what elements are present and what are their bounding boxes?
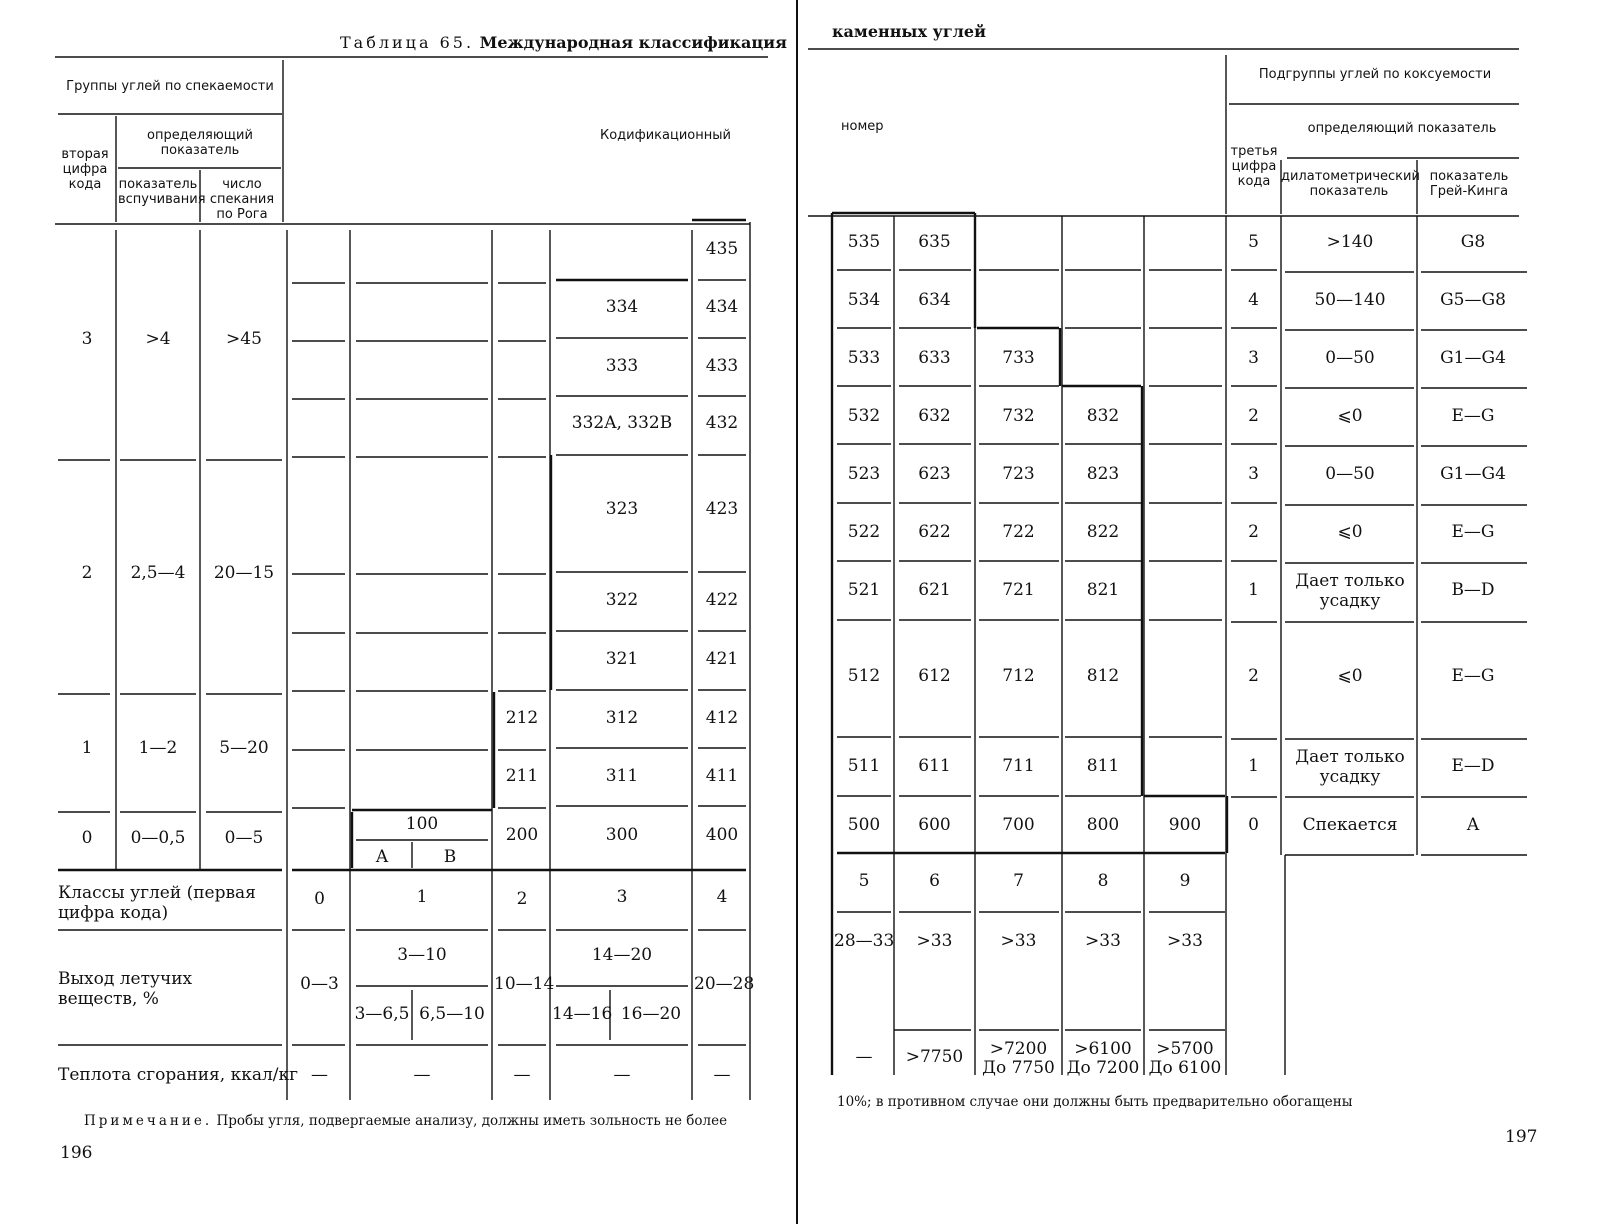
- code-cell: 300: [605, 825, 639, 845]
- code-cell: 321: [605, 649, 639, 669]
- code-cell: 633: [918, 348, 951, 368]
- class-number: 9: [1179, 871, 1191, 891]
- gray-king-value: G1—G4: [1440, 464, 1506, 484]
- code-cell: 334: [605, 297, 639, 317]
- dilatometric-value: 0—50: [1325, 464, 1375, 484]
- code-cell: 533: [847, 348, 881, 368]
- dilatometric-value: Спекается: [1302, 815, 1398, 835]
- gray-king-value: E—D: [1451, 756, 1495, 776]
- volatiles-value: >33: [1085, 931, 1121, 951]
- class-number: 6: [929, 871, 940, 891]
- swelling-value: 1—2: [138, 738, 178, 758]
- group-digit: 0: [81, 828, 93, 848]
- code-cell: 435: [705, 239, 739, 259]
- code-cell: 611: [918, 756, 951, 776]
- group-digit: 2: [81, 563, 93, 583]
- code-cell: 212: [505, 708, 539, 728]
- volatiles-value: 0—3: [300, 974, 339, 994]
- third-digit-value: 5: [1248, 232, 1259, 252]
- swelling-value: >4: [145, 329, 171, 349]
- code-cell: 623: [918, 464, 951, 484]
- code-cell: 722: [1002, 522, 1035, 542]
- code-cell: 322: [605, 590, 639, 610]
- class-number: 2: [516, 889, 528, 909]
- code-cell: 721: [1002, 580, 1035, 600]
- heat-value: >7750: [905, 1047, 964, 1067]
- code-cell: 332A, 332B: [571, 413, 673, 433]
- heat-value: >5700: [1156, 1039, 1214, 1059]
- classes-label: Классы углей (первая цифра кода): [58, 883, 256, 923]
- class-number: 4: [716, 887, 728, 907]
- defining-indicator-header: определяющий показатель: [1307, 121, 1497, 136]
- table-title: [340, 33, 787, 52]
- code-cell: 723: [1002, 464, 1035, 484]
- table-title-prefix: Таблица 65.: [340, 33, 475, 52]
- heat-value: До 7200: [1066, 1058, 1140, 1078]
- table-title-cont: каменных углей: [832, 22, 986, 41]
- dilatometric-value: Дает только усадку: [1295, 747, 1405, 787]
- code-cell: B: [443, 847, 457, 867]
- gray-king-value: E—G: [1451, 406, 1495, 426]
- defining-indicator-header: определяющий показатель: [147, 128, 253, 158]
- code-cell: 523: [847, 464, 881, 484]
- code-cell: 434: [705, 297, 739, 317]
- table-note: [84, 1113, 727, 1129]
- code-cell: 732: [1002, 406, 1035, 426]
- roga-value: 20—15: [213, 563, 275, 583]
- note-word: Примечание.: [84, 1113, 213, 1129]
- code-cell: 312: [605, 708, 639, 728]
- code-cell: 500: [847, 815, 881, 835]
- third-digit-header: третья цифра кода: [1230, 144, 1278, 189]
- third-digit-value: 2: [1248, 522, 1259, 542]
- code-cell: 733: [1002, 348, 1035, 368]
- page-right: [797, 0, 1600, 1224]
- code-cell: 900: [1168, 815, 1202, 835]
- heat-value: —: [613, 1065, 631, 1085]
- code-cell: 311: [605, 766, 639, 786]
- code-cell: 411: [705, 766, 739, 786]
- code-cell: 100: [405, 814, 439, 834]
- roga-value: >45: [226, 329, 262, 349]
- dilatometric-value: ⩽0: [1337, 406, 1363, 426]
- code-cell: 323: [605, 499, 639, 519]
- class-number: 1: [416, 887, 428, 907]
- gray-king-value: B—D: [1451, 580, 1495, 600]
- class-number: 0: [314, 889, 325, 909]
- code-cell: 512: [847, 666, 881, 686]
- volatiles-value: 14—16: [552, 1004, 613, 1024]
- volatiles-value: 16—20: [620, 1004, 682, 1024]
- dilatometric-value: ⩽0: [1337, 522, 1363, 542]
- third-digit-value: 0: [1248, 815, 1259, 835]
- code-cell: 422: [705, 590, 739, 610]
- gray-king-value: G5—G8: [1440, 290, 1506, 310]
- code-cell: 433: [705, 356, 739, 376]
- code-cell: 522: [847, 522, 881, 542]
- code-cell: 521: [847, 580, 881, 600]
- third-digit-value: 2: [1248, 406, 1259, 426]
- code-cell: 712: [1002, 666, 1035, 686]
- code-cell: 211: [505, 766, 539, 786]
- code-cell: 400: [705, 825, 739, 845]
- code-cell: 333: [605, 356, 639, 376]
- volatiles-value: 6,5—10: [419, 1004, 485, 1024]
- heat-label: Теплота сгорания, ккал/кг: [58, 1065, 299, 1085]
- dilatometric-value: Дает только усадку: [1295, 571, 1405, 611]
- code-cell: 822: [1086, 522, 1120, 542]
- gray-king-header: показатель Грей-Кинга: [1429, 169, 1509, 199]
- swelling-value: 0—0,5: [130, 828, 186, 848]
- code-cell: 621: [918, 580, 951, 600]
- volatiles-value: 3—6,5: [354, 1004, 410, 1024]
- volatiles-value: 10—14: [494, 974, 555, 994]
- code-cell: 432: [705, 413, 739, 433]
- table-title-text: Международная классификация: [479, 33, 787, 52]
- codification-header: Кодификационный: [600, 128, 731, 143]
- third-digit-value: 4: [1248, 290, 1259, 310]
- code-cell: 823: [1086, 464, 1120, 484]
- code-cell: 635: [918, 232, 951, 252]
- heat-value: До 7750: [982, 1058, 1055, 1078]
- code-cell: 832: [1086, 406, 1120, 426]
- class-number: 3: [616, 887, 628, 907]
- class-number: 8: [1097, 871, 1109, 891]
- subgroups-header: Подгруппы углей по коксуемости: [1258, 67, 1492, 82]
- dilatometric-value: ⩽0: [1337, 666, 1363, 686]
- groups-sintering-header: Группы углей по спекаемости: [66, 79, 274, 94]
- heat-value: —: [855, 1047, 873, 1067]
- code-cell: 622: [918, 522, 951, 542]
- code-cell: 634: [918, 290, 951, 310]
- code-cell: 534: [847, 290, 881, 310]
- code-cell: 423: [705, 499, 739, 519]
- volatiles-value: >33: [1000, 931, 1037, 951]
- dilatometric-header: дилатометрический показатель: [1281, 169, 1420, 199]
- note-text: Пробы угля, подвергаемые анализу, должны иметь зольность не более: [216, 1113, 728, 1129]
- code-cell: 612: [918, 666, 951, 686]
- gray-king-value: E—G: [1451, 522, 1495, 542]
- volatiles-value: >33: [916, 931, 953, 951]
- gray-king-value: A: [1466, 815, 1480, 835]
- code-cell: 532: [847, 406, 881, 426]
- code-cell: 511: [847, 756, 881, 776]
- page-number-right: 197: [1505, 1127, 1538, 1147]
- code-cell: 632: [918, 406, 951, 426]
- dilatometric-value: 50—140: [1314, 290, 1386, 310]
- code-cell: 812: [1086, 666, 1120, 686]
- heat-value: —: [413, 1065, 431, 1085]
- heat-value: >7200: [989, 1039, 1048, 1059]
- group-digit: 3: [81, 329, 93, 349]
- third-digit-value: 3: [1248, 348, 1259, 368]
- roga-value: 0—5: [224, 828, 264, 848]
- volatiles-value: 20—28: [694, 974, 755, 994]
- heat-value: До 6100: [1148, 1058, 1222, 1078]
- third-digit-value: 1: [1248, 580, 1259, 600]
- code-cell: 535: [847, 232, 881, 252]
- volatiles-value: 3—10: [397, 945, 447, 965]
- heat-value: —: [713, 1065, 731, 1085]
- swelling-index-header: показатель вспучивания: [118, 177, 206, 207]
- page-left: [0, 0, 797, 1224]
- volatiles-label: Выход летучих веществ, %: [58, 969, 193, 1009]
- volatiles-value: 28—33: [834, 931, 895, 951]
- gray-king-value: E—G: [1451, 666, 1495, 686]
- number-header: номер: [841, 119, 884, 134]
- third-digit-value: 2: [1248, 666, 1259, 686]
- dilatometric-value: >140: [1326, 232, 1374, 252]
- roga-number-header: число спекания по Рога: [209, 177, 275, 222]
- second-digit-header: вторая цифра кода: [61, 147, 109, 192]
- class-number: 7: [1013, 871, 1024, 891]
- code-cell: 700: [1002, 815, 1035, 835]
- gray-king-value: G1—G4: [1440, 348, 1506, 368]
- swelling-value: 2,5—4: [130, 563, 186, 583]
- dilatometric-value: 0—50: [1325, 348, 1375, 368]
- code-cell: 821: [1086, 580, 1120, 600]
- code-cell: 421: [705, 649, 739, 669]
- volatiles-value: >33: [1167, 931, 1203, 951]
- group-digit: 1: [81, 738, 93, 758]
- code-cell: 811: [1086, 756, 1120, 776]
- heat-value: —: [513, 1065, 531, 1085]
- code-cell: A: [375, 847, 389, 867]
- third-digit-value: 1: [1248, 756, 1259, 776]
- heat-value: —: [311, 1065, 328, 1085]
- class-number: 5: [858, 871, 870, 891]
- code-cell: 711: [1002, 756, 1035, 776]
- roga-value: 5—20: [219, 738, 269, 758]
- page-number-left: 196: [60, 1143, 93, 1163]
- code-cell: 800: [1086, 815, 1120, 835]
- code-cell: 600: [918, 815, 951, 835]
- table-note-cont: 10%; в противном случае они должны быть предварительно обогащены: [837, 1094, 1353, 1110]
- volatiles-value: 14—20: [591, 945, 653, 965]
- heat-value: >6100: [1074, 1039, 1132, 1059]
- code-cell: 200: [505, 825, 539, 845]
- code-cell: 412: [705, 708, 739, 728]
- gray-king-value: G8: [1460, 232, 1486, 252]
- third-digit-value: 3: [1248, 464, 1259, 484]
